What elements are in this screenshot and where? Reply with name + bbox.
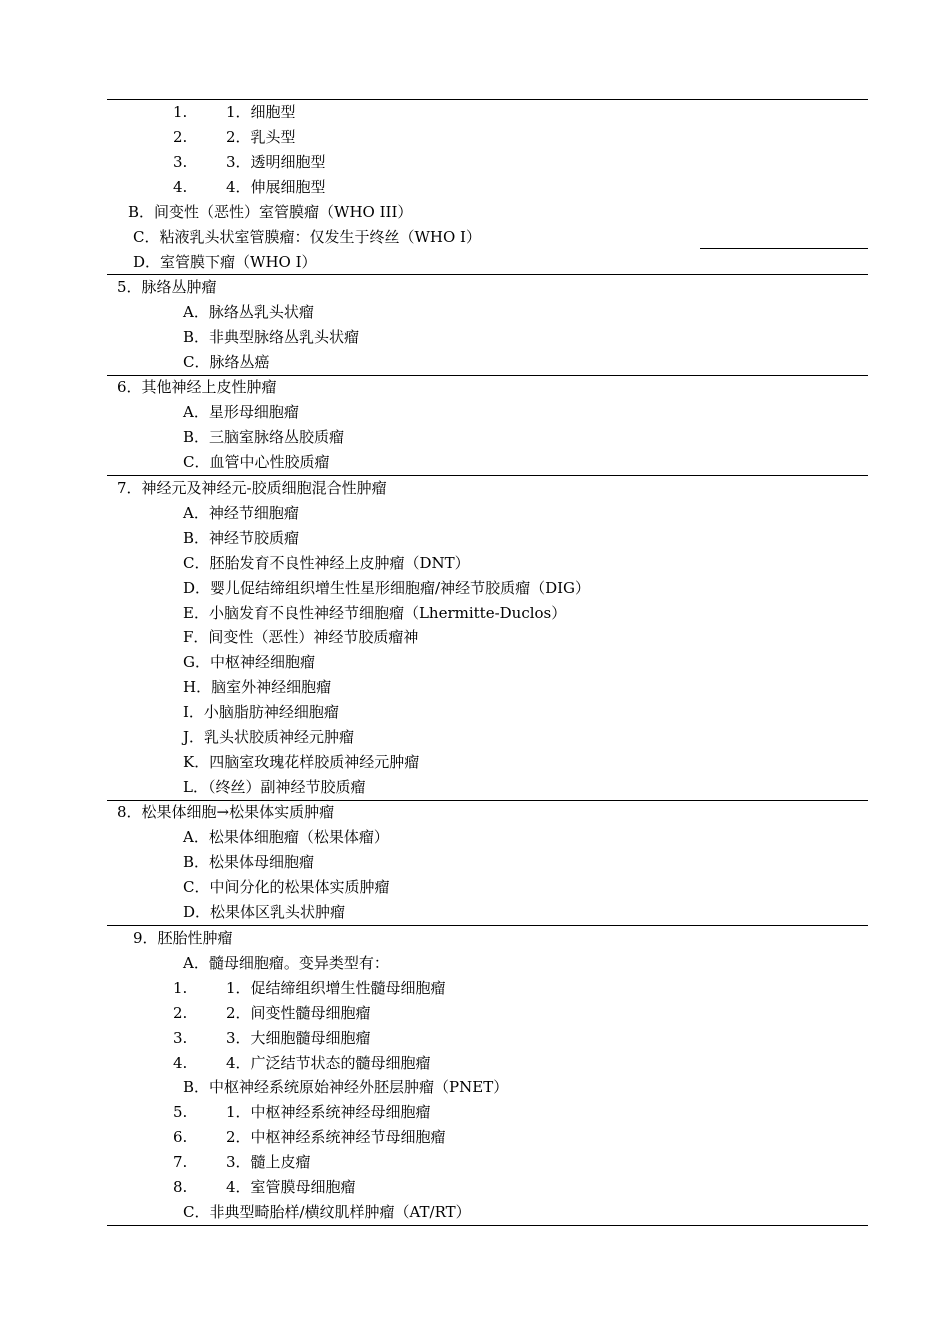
table-rule xyxy=(107,475,868,476)
list-item: B．非典型脉络丛乳头状瘤 xyxy=(183,328,360,346)
list-item: C．非典型畸胎样/横纹肌样肿瘤（AT/RT） xyxy=(183,1203,471,1221)
list-item: 1．中枢神经系统神经母细胞瘤 xyxy=(226,1103,431,1121)
table-rule xyxy=(107,375,868,376)
list-item: I．小脑脂肪神经细胞瘤 xyxy=(183,703,339,721)
section-title: 5．脉络丛肿瘤 xyxy=(117,278,217,296)
list-item: D．松果体区乳头状肿瘤 xyxy=(183,903,346,921)
section-title: 9．胚胎性肿瘤 xyxy=(133,929,233,947)
list-item: 2．间变性髓母细胞瘤 xyxy=(226,1004,371,1022)
list-item: 2．中枢神经系统神经节母细胞瘤 xyxy=(226,1128,446,1146)
section-title: 6．其他神经上皮性肿瘤 xyxy=(117,378,277,396)
list-item: D．室管膜下瘤（WHO I） xyxy=(133,253,317,271)
list-number: 6. xyxy=(173,1128,188,1146)
table-rule xyxy=(107,99,868,100)
list-item: A．髓母细胞瘤。变异类型有： xyxy=(183,954,389,972)
list-number: 4. xyxy=(173,1054,188,1072)
list-item: 3．髓上皮瘤 xyxy=(226,1153,311,1171)
list-item: E．小脑发育不良性神经节细胞瘤（Lhermitte-Duclos） xyxy=(183,604,567,622)
list-item: F．间变性（恶性）神经节胶质瘤神 xyxy=(183,628,419,646)
list-number: 1. xyxy=(173,103,188,121)
list-number: 5. xyxy=(173,1103,188,1121)
list-item: 3．透明细胞型 xyxy=(226,153,326,171)
list-item: B．中枢神经系统原始神经外胚层肿瘤（PNET） xyxy=(183,1078,509,1096)
table-rule xyxy=(107,800,868,801)
list-item: 1．促结缔组织增生性髓母细胞瘤 xyxy=(226,979,446,997)
section-title: 7．神经元及神经元-胶质细胞混合性肿瘤 xyxy=(117,479,387,497)
list-number: 4. xyxy=(173,178,188,196)
list-item: D．婴儿促结缔组织增生性星形细胞瘤/神经节胶质瘤（DIG） xyxy=(183,579,591,597)
list-item: 2．乳头型 xyxy=(226,128,296,146)
list-item: C．脉络丛癌 xyxy=(183,353,270,371)
list-item: 3．大细胞髓母细胞瘤 xyxy=(226,1029,371,1047)
list-item: 4．室管膜母细胞瘤 xyxy=(226,1178,356,1196)
table-rule xyxy=(107,1225,868,1226)
list-item: B．松果体母细胞瘤 xyxy=(183,853,315,871)
list-item: C．血管中心性胶质瘤 xyxy=(183,453,330,471)
list-number: 7. xyxy=(173,1153,188,1171)
list-item: 4．广泛结节状态的髓母细胞瘤 xyxy=(226,1054,431,1072)
list-item: J．乳头状胶质神经元肿瘤 xyxy=(183,728,355,746)
table-rule xyxy=(107,274,868,275)
list-number: 3. xyxy=(173,153,188,171)
list-number: 3. xyxy=(173,1029,188,1047)
table-rule xyxy=(107,925,868,926)
table-rule xyxy=(700,248,868,249)
list-item: B．间变性（恶性）室管膜瘤（WHO III） xyxy=(128,203,413,221)
list-item: 4．伸展细胞型 xyxy=(226,178,326,196)
list-item: K．四脑室玫瑰花样胶质神经元肿瘤 xyxy=(183,753,420,771)
list-item: A．松果体细胞瘤（松果体瘤） xyxy=(183,828,389,846)
list-item: B．三脑室脉络丛胶质瘤 xyxy=(183,428,345,446)
list-item: C．胚胎发育不良性神经上皮肿瘤（DNT） xyxy=(183,554,470,572)
list-item: B．神经节胶质瘤 xyxy=(183,529,300,547)
list-item: 1．细胞型 xyxy=(226,103,296,121)
section-title: 8．松果体细胞→松果体实质肿瘤 xyxy=(117,803,335,821)
list-number: 2. xyxy=(173,1004,188,1022)
list-item: H．脑室外神经细胞瘤 xyxy=(183,678,332,696)
list-item: L．（终丝）副神经节胶质瘤 xyxy=(183,778,366,796)
list-item: C．粘液乳头状室管膜瘤：仅发生于终丝（WHO I） xyxy=(133,228,481,246)
list-number: 1. xyxy=(173,979,188,997)
list-item: A．星形母细胞瘤 xyxy=(183,403,299,421)
list-item: A．脉络丛乳头状瘤 xyxy=(183,303,314,321)
list-number: 2. xyxy=(173,128,188,146)
list-item: A．神经节细胞瘤 xyxy=(183,504,299,522)
list-item: G．中枢神经细胞瘤 xyxy=(183,653,315,671)
list-item: C．中间分化的松果体实质肿瘤 xyxy=(183,878,390,896)
list-number: 8. xyxy=(173,1178,188,1196)
